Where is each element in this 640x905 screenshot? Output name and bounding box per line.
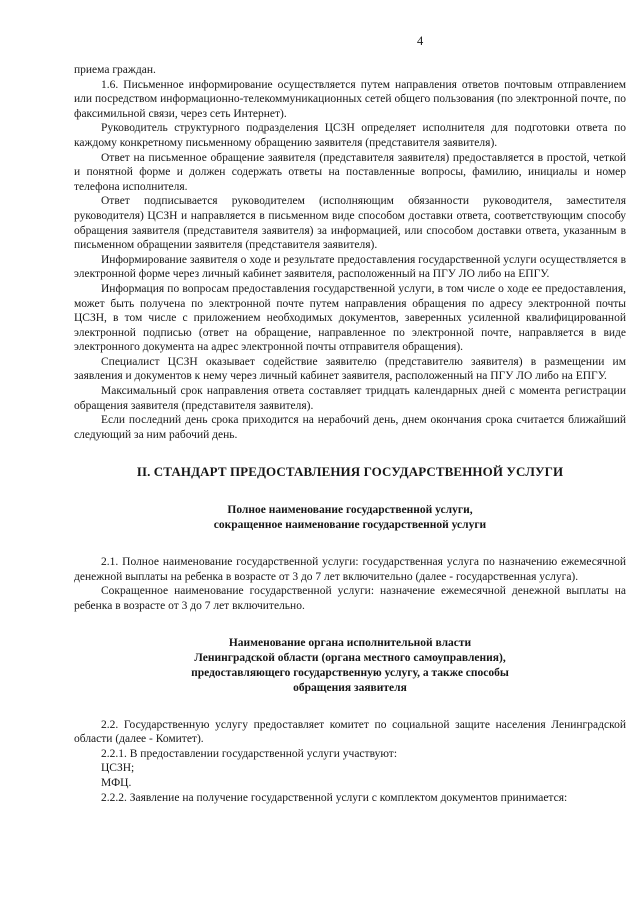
paragraph: 2.2.2. Заявление на получение государственной услуги с комплектом документов принимается: <box>101 791 568 804</box>
authority-block <box>74 718 626 806</box>
paragraph: 2.1. Полное наименование государственной услуги: государственная услуга по назначению ежемесячной денежной выплаты на ребенка в возрасте от 3 до 7 лет включительно (далее - государственная услуга). <box>74 556 626 583</box>
paragraph: МФЦ. <box>101 776 132 789</box>
page-content <box>74 63 626 805</box>
paragraph: Максимальный срок направления ответа составляет тридцать календарных дней с момента регистрации обращения заявителя (представителя заявителя). <box>74 385 626 412</box>
paragraph: 2.2.1. В предоставлении государственной услуги участвуют: <box>101 747 398 760</box>
paragraph: ЦСЗН; <box>101 762 135 775</box>
subheading-line: Полное наименование государственной услуги, <box>227 504 473 517</box>
subheading-line: предоставляющего государственную услугу, а также способы <box>191 667 509 679</box>
paragraph: Информирование заявителя о ходе и результате предоставления государственной услуги осуществляется в электронной форме через личный кабинет заявителя, расположенный на ПГУ ЛО либо на ЕПГУ. <box>74 253 626 281</box>
paragraph: Информация по вопросам предоставления государственной услуги, в том числе о ходе ее предоставления, может быть получена по электронной почте путем направления обращения по адресу электронной почты ЦСЗН, в том числе с приложением необходимых документов, заверенных усиленной квалифицированной электронной подписью (ответ на обращение, направленное по электронной почте, направляется в виде электронного документа на адрес электронной почты отправителя обращения). <box>74 282 626 354</box>
paragraph: 2.2. Государственную услугу предоставляет комитет по социальной защите населения Ленинградской области (далее - Комитет). <box>74 718 626 746</box>
subheading-line: обращения заявителя <box>293 681 407 694</box>
subheading-line: сокращенное наименование государственной услуги <box>213 519 487 532</box>
section-title: II. СТАНДАРТ ПРЕДОСТАВЛЕНИЯ ГОСУДАРСТВЕННОЙ УСЛУГИ <box>136 464 564 480</box>
subheading-authority <box>74 636 626 695</box>
paragraph: Если последний день срока приходится на нерабочий день, днем окончания срока считается ближайший следующий за ним рабочий день. <box>74 414 626 441</box>
paragraph: 1.6. Письменное информирование осуществляется путем направления ответов почтовым отправлением или посредством информационно-телекоммуникационных сетей общего пользования (по электронной почте, по факсимильной связи, через сеть Интернет). <box>74 78 626 120</box>
paragraph: Специалист ЦСЗН оказывает содействие заявителю (представителю заявителя) в размещении им заявления и документов к нему через личный кабинет заявителя, расположенный на ПГУ ЛО либо на ЕПГУ. <box>74 355 626 383</box>
subheading-service-name <box>74 503 626 533</box>
service-name-block <box>74 555 626 613</box>
paragraph: Ответ подписывается руководителем (исполняющим обязанности руководителя, заместителя руководителя) ЦСЗН и направляется в письменном виде способом доставки ответа, соответствующим способу обращения заявителя (представителя заявителя) за информацией, или способом доставки ответа, указанным в письменном обращении заявителя (представителя заявителя). <box>74 195 626 252</box>
subheading-line: Наименование органа исполнительной власти <box>228 637 472 650</box>
paragraph: Руководитель структурного подразделения ЦСЗН определяет исполнителя для подготовки ответа по каждому конкретному письменному обращению заявителя (представителя заявителя). <box>74 122 626 149</box>
subheading-line: Ленинградской области (органа местного самоуправления), <box>194 652 506 665</box>
page-number: 4 <box>417 34 424 48</box>
paragraph: Сокращенное наименование государственной услуги: назначение ежемесячной денежной выплаты на ребенка в возрасте от 3 до 7 лет включительно. <box>74 585 626 612</box>
paragraph: Ответ на письменное обращение заявителя (представителя заявителя) предоставляется в простой, четкой и понятной форме и должен содержать ответы на поставленные вопросы, фамилию, инициалы и номер телефона исполнителя. <box>74 151 626 193</box>
paragraph: приема граждан. <box>74 64 156 76</box>
